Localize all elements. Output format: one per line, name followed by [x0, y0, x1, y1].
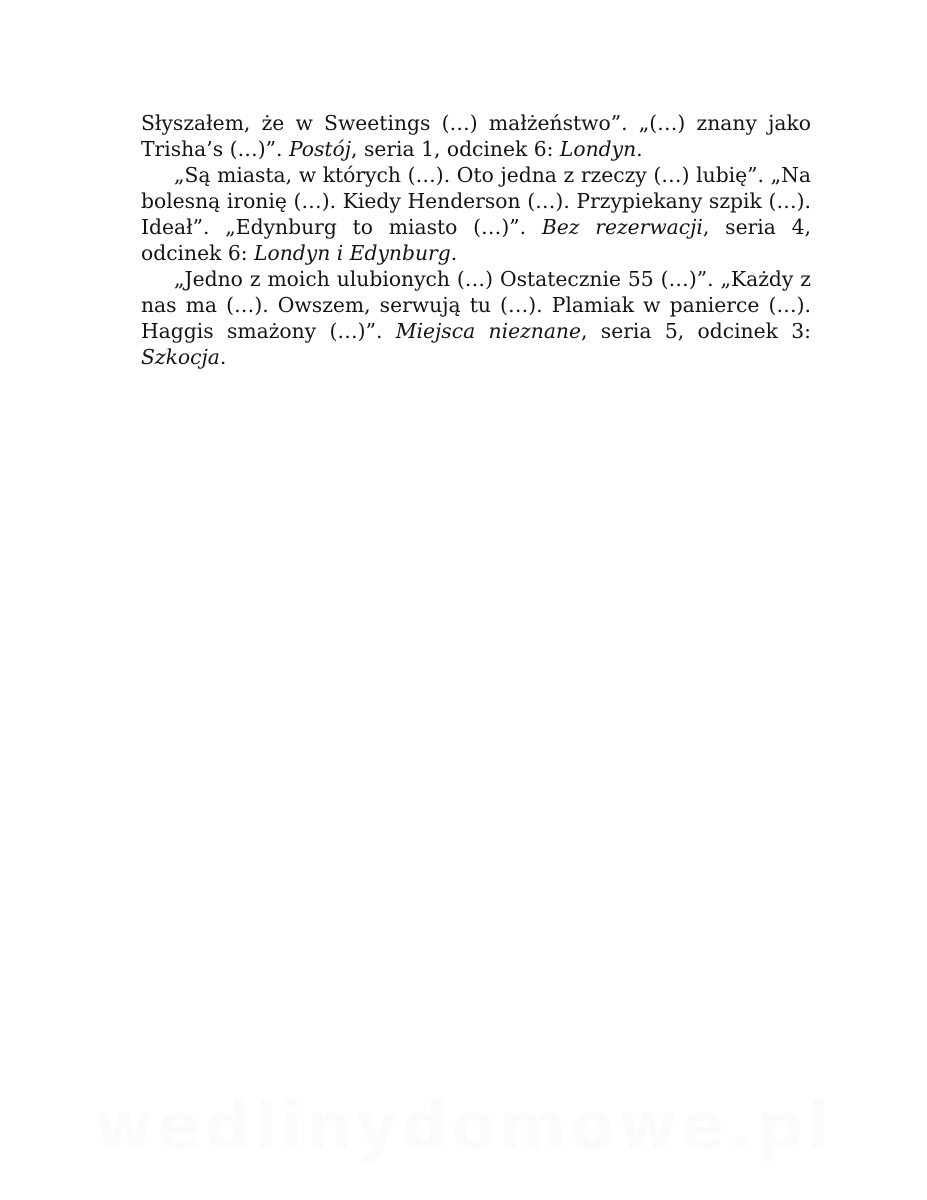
paragraph-3-text-c: . [219, 345, 227, 369]
paragraph-2-text-a: „Są miasta, w których (…). Oto jedna z rzeczy (…) lubię”. „Na bolesną ironię (…). Kiedy Henderson (…). Przypiekany szpik (…). Ideał”. „Edynburg to miasto (…)”. [141, 163, 811, 239]
paragraph-1 [141, 110, 811, 162]
paragraph-2-show-title: Bez rezerwacji [541, 215, 703, 239]
paragraph-3-show-title: Miejsca nieznane [395, 319, 581, 343]
paragraph-3-episode-title: Szkocja [141, 345, 220, 369]
watermark: wedlinydomowe.pl [94, 1090, 833, 1164]
body-text [141, 110, 811, 370]
paragraph-3-text-a: „Jedno z moich ulubionych (…) Ostatecznie 55 (…)”. „Każdy z nas ma (…). Owszem, serwują tu (…). Plamiak w panierce (…). Haggis smażony (…)”. [141, 267, 811, 343]
paragraph-1-episode-title: Londyn [559, 137, 637, 161]
paragraph-3 [141, 266, 811, 370]
paragraph-2 [141, 162, 811, 266]
paragraph-3-text-b: , seria 5, odcinek 3: [580, 319, 811, 343]
paragraph-1-text-c: . [636, 137, 643, 161]
paragraph-1-text-a: Słyszałem, że w Sweetings (…) małżeństwo”. „(…) znany jako Trisha’s (…)”. [141, 111, 811, 161]
paragraph-2-text-c: . [450, 241, 458, 265]
paragraph-1-text-b: , seria 1, odcinek 6: [351, 137, 560, 161]
paragraph-2-episode-title: Londyn i Edynburg [254, 241, 451, 265]
paragraph-1-show-title: Postój [288, 137, 352, 161]
paragraph-2-text-b: , seria 4, odcinek 6: [141, 215, 811, 265]
